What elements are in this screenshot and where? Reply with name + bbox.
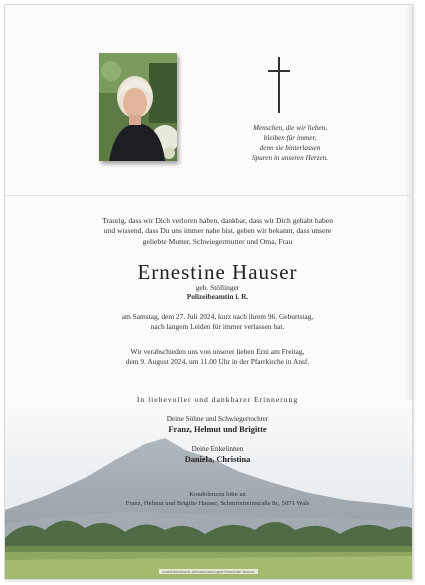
condolence-label: Kondolenzen bitte an [189, 491, 246, 498]
grandchildren-names: Daniela, Christina [184, 455, 251, 464]
cross-icon [268, 57, 290, 113]
obituary-card [4, 4, 413, 580]
death-line: nach langem Leiden für immer verlassen hat. [150, 322, 285, 332]
funeral-line: dem 9. August 2024, um 11.00 Uhr in der Pfarrkirche in Ansf. [125, 357, 310, 367]
memorial-quote [225, 123, 355, 163]
condolence-address: Franz, Helmut und Brigitte Hauser, Schmirntreinstraße 8c, 5071 Wals [125, 500, 310, 507]
quote-line: Spuren in unseren Herzen. [251, 154, 329, 162]
quote-line: bleiben für immer, [263, 134, 317, 142]
birth-name: geb. Stöllinger [195, 283, 240, 292]
intro-line: Traurig, dass wir Dich verloren haben, dankbar, dass wir Dich gehabt haben [102, 216, 333, 225]
footer-url[interactable] [5, 569, 412, 574]
grandchildren-label: Deine Enkelinnen [191, 445, 244, 453]
remembrance-line: In liebevoller und dankbarer Erinnerung [136, 395, 299, 404]
quote-line: denn sie hinterlassen [259, 144, 321, 152]
portrait-photo [99, 53, 177, 161]
children-names: Franz, Helmut und Brigitte [168, 425, 267, 434]
death-line: am Samstag, dem 27. Juli 2024, kurz nach ihrem 96. Geburtstag, [121, 312, 314, 321]
fold-line [5, 195, 412, 196]
children-label: Deine Söhne und Schwiegertochter [166, 415, 269, 423]
intro-line: geliebte Mutter, Schwiegermutter und Oma, Frau [142, 236, 293, 246]
quote-line: Menschen, die wir lieben, [252, 124, 328, 132]
professional-title: Polizeibeamtin i. R. [186, 292, 249, 301]
intro-text [45, 216, 390, 247]
funeral-line: Wir verabschieden uns von unserer lieben Erni am Freitag, [130, 347, 305, 356]
intro-line: und wissend, dass Du uns immer nahe bist, geben wir bekannt, dass unsere [103, 226, 332, 236]
death-notice [45, 312, 390, 333]
deceased-name: Ernestine Hauser [137, 260, 298, 284]
footer-url-text[interactable]: kondolenzbuch.at/traueranzeigen/ernestine-hauser [159, 569, 257, 574]
funeral-notice [45, 347, 390, 368]
